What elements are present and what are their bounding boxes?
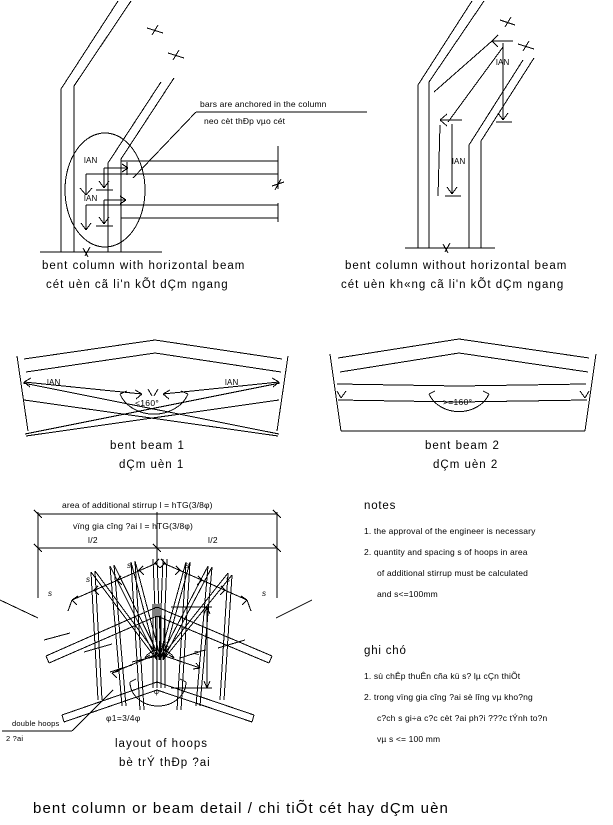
caption-en-beam1: bent beam 1 bbox=[110, 440, 185, 452]
sheet-title: bent column or beam detail / chi tiÕt cét hay dÇm uèn bbox=[33, 800, 449, 817]
spacing-label-s-1: s bbox=[48, 589, 52, 598]
notes-vi-line-3: c?ch s gi÷a c?c cèt ?ai ph?i ???c tÝnh to?n bbox=[377, 713, 548, 723]
notes-en-heading: notes bbox=[364, 500, 397, 512]
phi1-label: φ1 bbox=[160, 640, 170, 649]
dim-label-lan-lower-right: lAN bbox=[452, 157, 466, 166]
notes-en-line-2: 2. quantity and spacing s of hoops in area bbox=[364, 547, 528, 557]
hoops-dim-en: area of additional stirrup l = hTG(3/8φ) bbox=[62, 500, 213, 510]
caption-vi-beam2: dÇm uèn 2 bbox=[433, 459, 499, 471]
phi-label: φ bbox=[154, 687, 160, 696]
double-hoops-en: double hoops bbox=[12, 719, 60, 728]
caption-en-beam2: bent beam 2 bbox=[425, 440, 500, 452]
notes-en-line-3: of additional stirrup must be calculated bbox=[377, 568, 529, 578]
phi-relation-label: φ1=3/4φ bbox=[106, 713, 141, 723]
notes-vi-heading: ghi chó bbox=[364, 645, 407, 657]
hoops-half-left: l/2 bbox=[88, 535, 98, 545]
spacing-label-s-4: s bbox=[185, 561, 189, 570]
height-label-h: h bbox=[192, 650, 201, 655]
dim-label-lan-upper-left: lAN bbox=[84, 156, 98, 165]
notes-en-line-4: and s<=100mm bbox=[377, 589, 438, 599]
hoops-dim-vi: vïng gia cîng ?ai l = hTG(3/8φ) bbox=[73, 521, 194, 531]
dim-label-lan-lower-left: lAN bbox=[84, 194, 98, 203]
caption-vi-top-left: cét uèn cã li'n kÕt dÇm ngang bbox=[46, 279, 229, 291]
notes-en-line-1: 1. the approval of the engineer is necessary bbox=[364, 526, 536, 536]
caption-vi-top-right: cét uèn kh«ng cã li'n kÕt dÇm ngang bbox=[341, 279, 565, 291]
spacing-label-s-6: s bbox=[262, 589, 266, 598]
dim-label-lan-beam1-left: lAN bbox=[47, 378, 61, 387]
caption-en-top-left: bent column with horizontal beam bbox=[42, 260, 246, 272]
callout-vi-top-left: neo cèt thÐp vµo cét bbox=[204, 116, 286, 126]
spacing-label-s-3: s bbox=[127, 561, 131, 570]
callout-en-top-left: bars are anchored in the column bbox=[200, 99, 327, 109]
spacing-label-s-5: s bbox=[226, 575, 230, 584]
notes-vi-line-4: vµ s <= 100 mm bbox=[377, 734, 441, 744]
double-hoops-vi: 2 ?ai bbox=[6, 734, 24, 743]
dim-label-lan-upper-right: lAN bbox=[496, 58, 510, 67]
caption-vi-beam1: dÇm uèn 1 bbox=[119, 459, 185, 471]
angle-label-beam2: >=160° bbox=[443, 397, 473, 407]
notes-vi-line-2: 2. trong vïng gia cîng ?ai sè lîng vµ kho?ng bbox=[364, 692, 533, 702]
caption-vi-hoops: bè trÝ thÐp ?ai bbox=[119, 757, 211, 769]
caption-en-hoops: layout of hoops bbox=[115, 738, 209, 750]
notes-vi-line-1: 1. sù chÊp thuÊn cña kü s? lµ cÇn thiÕt bbox=[364, 671, 521, 681]
caption-en-top-right: bent column without horizontal beam bbox=[345, 260, 568, 272]
hoops-half-right: l/2 bbox=[208, 535, 218, 545]
spacing-label-s-2: s bbox=[86, 575, 90, 584]
dim-label-lan-beam1-right: lAN bbox=[225, 378, 239, 387]
angle-label-beam1: <160° bbox=[135, 398, 160, 408]
